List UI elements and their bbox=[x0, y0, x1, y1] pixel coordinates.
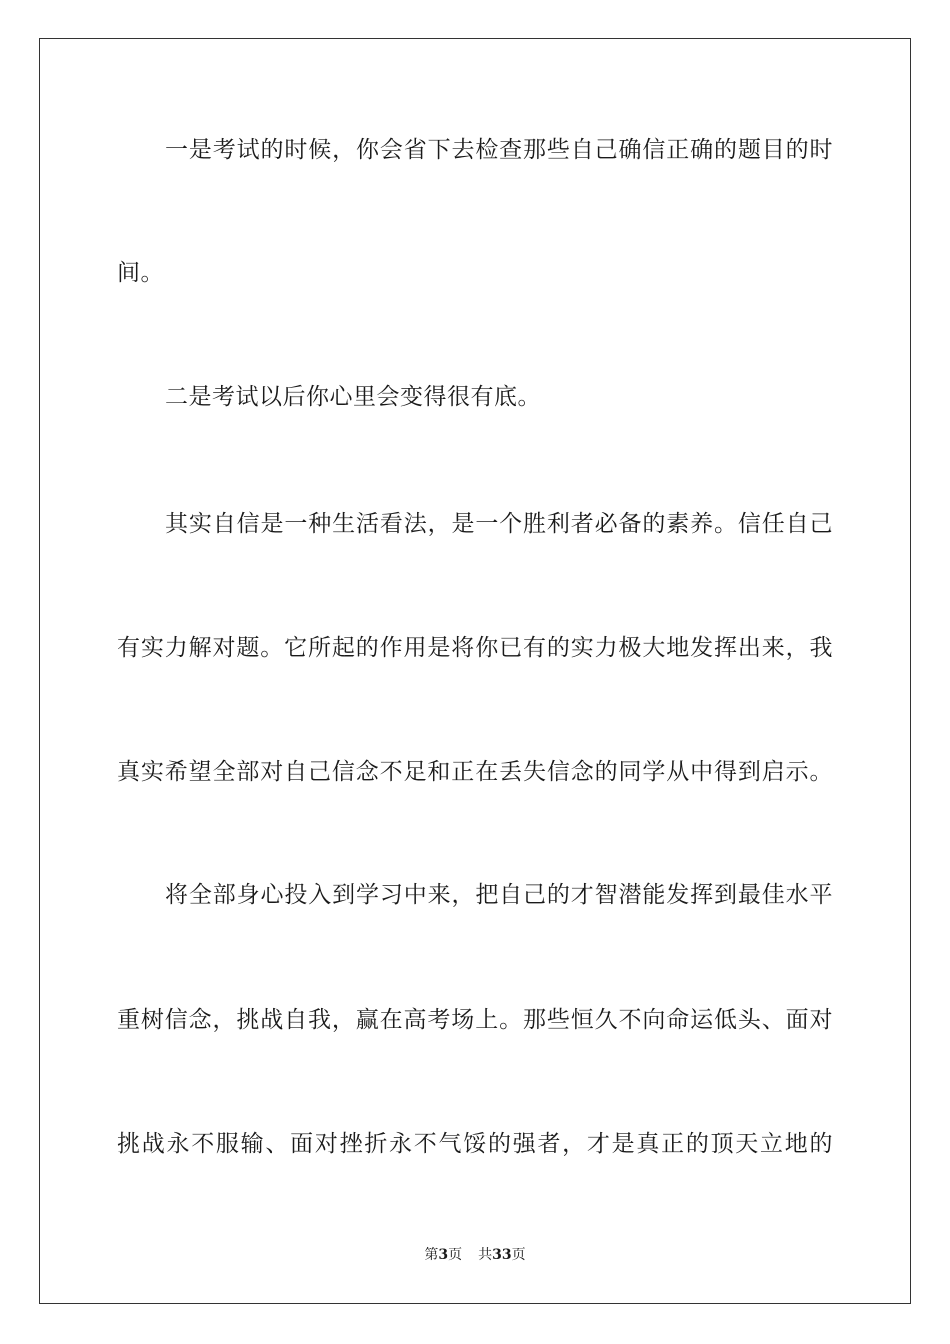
paragraph-3-line-2: 有实力解对题。它所起的作用是将你已有的实力极大地发挥出来，我 bbox=[117, 635, 833, 661]
page-suffix: 页 bbox=[448, 1247, 463, 1263]
paragraph-3-line-3: 真实希望全部对自己信念不足和正在丢失信念的同学从中得到启示。 bbox=[117, 759, 833, 785]
page-footer bbox=[0, 1245, 950, 1265]
page-prefix: 第 bbox=[424, 1247, 439, 1263]
paragraph-4-line-2: 重树信念，挑战自我，赢在高考场上。那些恒久不向命运低头、面对 bbox=[117, 1007, 833, 1033]
total-pages: 33 bbox=[492, 1247, 512, 1263]
page-frame bbox=[39, 38, 911, 1304]
paragraph-3-line-1: 其实自信是一种生活看法，是一个胜利者必备的素养。信任自己 bbox=[165, 511, 833, 537]
paragraph-1-line-2: 间。 bbox=[117, 260, 164, 286]
paragraph-1-line-1: 一是考试的时候，你会省下去检查那些自己确信正确的题目的时 bbox=[165, 137, 833, 163]
paragraph-4-line-3: 挑战永不服输、面对挫折永不气馁的强者，才是真正的顶天立地的 bbox=[117, 1131, 833, 1157]
page-number: 3 bbox=[438, 1247, 449, 1263]
paragraph-4-line-1: 将全部身心投入到学习中来，把自己的才智潜能发挥到最佳水平 bbox=[165, 882, 833, 908]
total-suffix: 页 bbox=[511, 1247, 526, 1263]
total-prefix: 共 bbox=[478, 1247, 493, 1263]
paragraph-2-line-1: 二是考试以后你心里会变得很有底。 bbox=[165, 384, 541, 410]
